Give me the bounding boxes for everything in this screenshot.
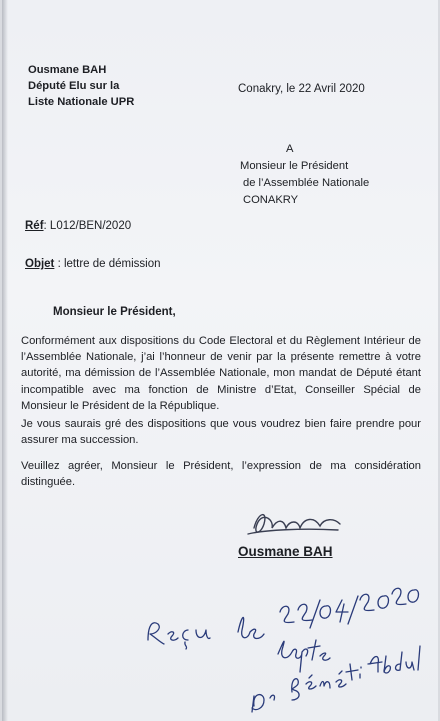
letter-date: Conakry, le 22 Avril 2020: [238, 83, 365, 95]
handwritten-receipt: [148, 588, 420, 712]
object-value: : lettre de démission: [57, 258, 161, 270]
salutation: Monsieur le Président,: [53, 306, 176, 318]
sender-list: Liste Nationale UPR: [28, 96, 135, 108]
body-paragraph-3: Veuillez agréer, Monsieur le Président, l’expression de ma considération distinguée.: [21, 460, 421, 489]
recipient-line-2: de l’Assemblée Nationale: [243, 177, 370, 189]
object-label: Objet: [25, 258, 55, 270]
recipient-city: CONAKRY: [243, 194, 299, 206]
body-paragraph-1: Conformément aux dispositions du Code Electoral et du Règlement Intérieur de l’Assemblée Nationale, j’ai l’honneur de venir par la présente remettre à votre autorité, ma démission de l’Assemblée Nationale, mon mandat de Député étant incompatible avec ma fonction de Ministre d’Etat, Conseiller Spécial de Monsieur le Président de la République.: [21, 335, 421, 412]
body-paragraph-2: Je vous saurais gré des dispositions que vous voudrez bien faire prendre pour assurer ma succession.: [21, 418, 421, 447]
letter-sheet: [2, 0, 438, 721]
sender-name: Ousmane BAH: [28, 64, 107, 76]
recipient-line-1: Monsieur le Président: [240, 160, 349, 172]
recipient-prefix: A: [286, 143, 294, 155]
sender-title: Député Elu sur la: [28, 80, 120, 92]
handwriting-layer: [2, 0, 438, 721]
signature-scribble: [248, 515, 340, 534]
reference-label: Réf: [25, 220, 44, 232]
signatory-name: Ousmane BAH: [238, 544, 333, 559]
reference-value: : L012/BEN/2020: [43, 220, 132, 232]
